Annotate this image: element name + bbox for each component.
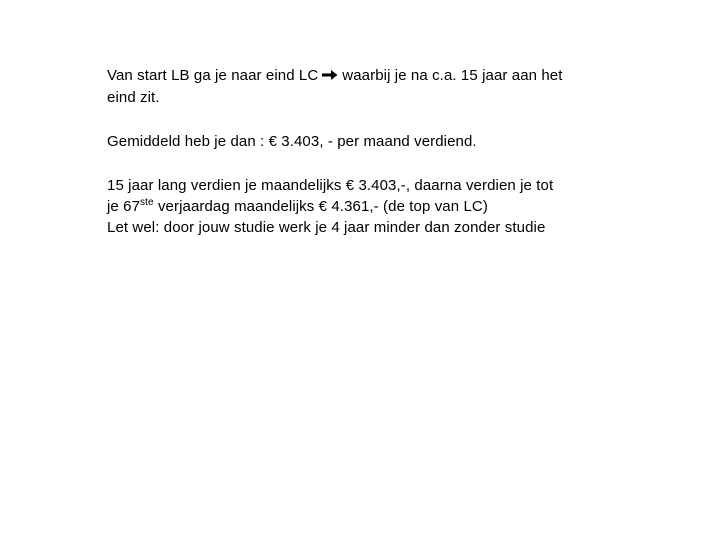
slide-text-block [107, 65, 607, 238]
career-path-line-1 [107, 65, 607, 87]
earnings-line-2-start: je 67 [107, 198, 141, 215]
paragraph-earnings-detail [107, 175, 607, 238]
career-path-end-text: waarbij je na c.a. 15 jaar aan het [342, 67, 563, 84]
paragraph-average-salary [107, 131, 607, 153]
career-path-start-text: Van start LB ga je naar eind LC [107, 67, 319, 84]
career-path-line-2: eind zit. [107, 89, 160, 106]
average-salary-line: Gemiddeld heb je dan : € 3.403, - per maand verdiend. [107, 133, 477, 150]
paragraph-career-path [107, 65, 607, 109]
earnings-line-1: 15 jaar lang verdien je maandelijks € 3.403,-, daarna verdien je tot [107, 177, 554, 194]
earnings-line-2-end: verjaardag maandelijks € 4.361,- (de top van LC) [153, 198, 488, 215]
earnings-line-3: Let wel: door jouw studie werk je 4 jaar minder dan zonder studie [107, 219, 546, 236]
right-arrow-icon [322, 69, 338, 81]
earnings-line-2 [107, 196, 607, 217]
ordinal-suffix: ste [140, 197, 154, 208]
